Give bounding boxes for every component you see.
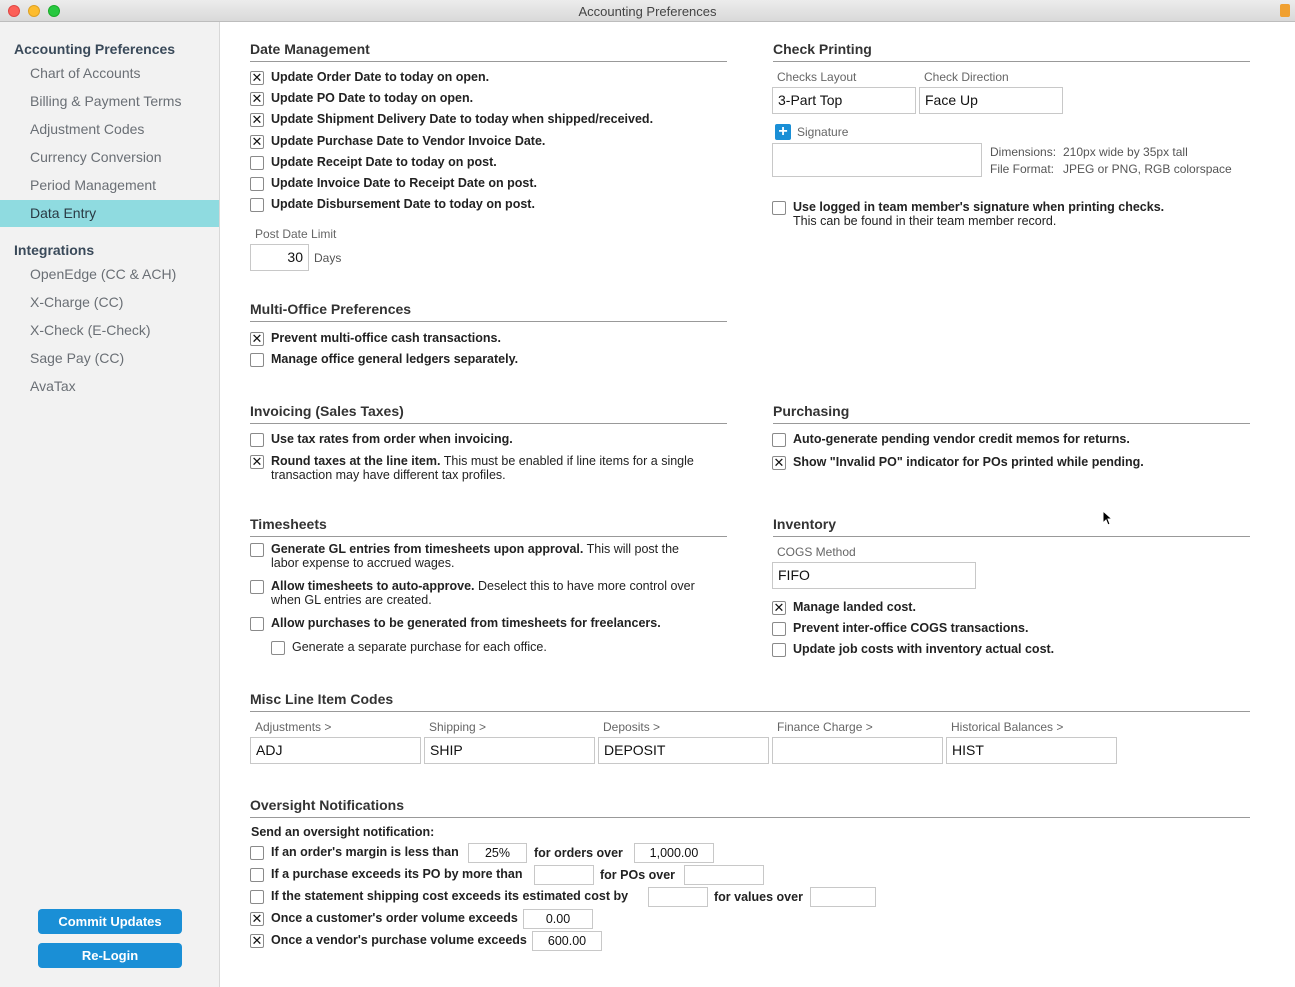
pos-over-input[interactable] [684, 865, 764, 885]
timesheets-label [271, 579, 710, 607]
signature-label: Signature [797, 125, 849, 139]
inventory-label: Prevent inter-office COGS transactions. [793, 621, 1029, 635]
use-signature-sub: This can be found in their team member record. [793, 214, 1057, 228]
dimensions-label: Dimensions: [990, 145, 1057, 159]
code-input-finance[interactable] [772, 737, 943, 764]
checkbox[interactable] [250, 177, 264, 191]
sidebar-item-chart-of-accounts[interactable]: Chart of Accounts [30, 65, 141, 81]
timesheets-row [271, 640, 547, 655]
customer-volume-input[interactable]: 0.00 [523, 909, 593, 929]
round-taxes-desc: This must be enabled if line items for a single transaction may have different tax profiles. [271, 454, 694, 482]
sidebar-item-data-entry[interactable]: Data Entry [0, 200, 219, 227]
shipping-exceed-input[interactable] [648, 887, 708, 907]
date-option-label: Update Invoice Date to Receipt Date on post. [271, 176, 538, 190]
code-label-adjustments: Adjustments > [255, 720, 332, 734]
timesheets-desc: This will post the labor expense to accrued wages. [271, 542, 680, 570]
date-option-row [250, 155, 497, 170]
mouse-cursor-icon [1102, 510, 1114, 526]
timesheets-label [271, 542, 710, 570]
cogs-method-label: COGS Method [777, 545, 856, 559]
invoicing-label: Use tax rates from order when invoicing. [271, 432, 513, 446]
checks-layout-label: Checks Layout [777, 70, 857, 84]
timesheets-label: Allow purchases to be generated from timesheets for freelancers. [271, 616, 661, 630]
invoicing-title: Invoicing (Sales Taxes) [250, 403, 727, 424]
inventory-row [772, 600, 916, 615]
multi-office-row [250, 331, 501, 346]
timesheets-row [250, 542, 710, 570]
values-over-input[interactable] [810, 887, 876, 907]
multi-office-title: Multi-Office Preferences [250, 301, 727, 322]
invoicing-row [250, 432, 513, 447]
date-option-label: Update Receipt Date to today on post. [271, 155, 497, 169]
commit-updates-button[interactable]: Commit Updates [38, 909, 182, 934]
date-option-row [250, 70, 489, 85]
checkbox[interactable] [250, 846, 264, 860]
vendor-volume-input[interactable]: 600.00 [532, 931, 602, 951]
oversight-row [250, 889, 628, 904]
title-bar [0, 0, 1295, 22]
oversight-label: for values over [714, 890, 803, 904]
checkbox[interactable] [250, 868, 264, 882]
code-label-historical: Historical Balances > [951, 720, 1064, 734]
checkbox[interactable] [250, 433, 264, 447]
oversight-label: for POs over [600, 868, 676, 882]
date-option-row [250, 134, 545, 149]
sidebar-item-openedge[interactable]: OpenEdge (CC & ACH) [30, 266, 177, 282]
misc-codes-title: Misc Line Item Codes [250, 691, 1250, 712]
timesheets-row [250, 579, 710, 607]
signature-image-box[interactable] [772, 143, 982, 177]
multi-office-label: Manage office general ledgers separately. [271, 352, 519, 366]
checks-layout-select[interactable]: 3-Part Top [772, 87, 916, 114]
checkbox[interactable] [250, 156, 264, 170]
checkbox[interactable] [250, 890, 264, 904]
inventory-title: Inventory [773, 516, 1250, 537]
use-signature-label: Use logged in team member's signature when printing checks. [793, 200, 1165, 214]
check-direction-label: Check Direction [924, 70, 1009, 84]
oversight-title: Oversight Notifications [250, 797, 1250, 818]
days-label: Days [314, 251, 342, 265]
code-label-shipping: Shipping > [429, 720, 487, 734]
sidebar-item-adjustment-codes[interactable]: Adjustment Codes [30, 121, 145, 137]
po-exceed-input[interactable] [534, 865, 594, 885]
checkbox[interactable] [772, 433, 786, 447]
inventory-row [772, 642, 1054, 657]
checkbox[interactable] [772, 201, 786, 215]
sidebar [0, 22, 220, 987]
code-input-shipping[interactable]: SHIP [424, 737, 595, 764]
oversight-label: If the statement shipping cost exceeds its estimated cost by [271, 889, 629, 903]
checkbox[interactable] [250, 353, 264, 367]
timesheets-bold: Allow timesheets to auto-approve. [271, 579, 475, 593]
timesheets-label: Generate a separate purchase for each office. [292, 640, 547, 654]
sidebar-item-xcharge[interactable]: X-Charge (CC) [30, 294, 124, 310]
checkbox[interactable] [772, 643, 786, 657]
checkbox[interactable]: ✕ [773, 455, 785, 470]
inventory-row [772, 621, 1028, 636]
date-option-row [250, 197, 535, 212]
checkbox[interactable]: ✕ [251, 933, 263, 948]
timesheets-desc: Deselect this to have more control over when GL entries are created. [271, 579, 695, 607]
round-taxes-bold: Round taxes at the line item. [271, 454, 441, 468]
oversight-label: for orders over [534, 846, 623, 860]
invoicing-row [250, 454, 720, 482]
oversight-label: Once a vendor's purchase volume exceeds [271, 933, 527, 947]
oversight-row [250, 867, 522, 882]
lock-icon [1280, 4, 1290, 17]
checkbox[interactable] [250, 198, 264, 212]
date-option-row [250, 112, 653, 127]
oversight-label: If a purchase exceeds its PO by more than [271, 867, 523, 881]
date-option-label: Update PO Date to today on open. [271, 91, 474, 105]
oversight-label: Once a customer's order volume exceeds [271, 911, 518, 925]
timesheets-title: Timesheets [250, 516, 727, 537]
sidebar-heading-integrations: Integrations [14, 242, 95, 258]
oversight-row [250, 845, 459, 860]
checkbox[interactable]: ✕ [251, 70, 263, 85]
code-input-adjustments[interactable]: ADJ [250, 737, 421, 764]
date-option-row [250, 91, 473, 106]
checkbox[interactable]: ✕ [251, 454, 263, 469]
date-option-label: Update Purchase Date to Vendor Invoice Date. [271, 134, 546, 148]
check-printing-title: Check Printing [773, 41, 1250, 62]
checkbox[interactable] [250, 617, 264, 631]
checkbox[interactable]: ✕ [251, 331, 263, 346]
file-format-label: File Format: [990, 162, 1055, 176]
purchasing-row [772, 432, 1130, 447]
checkbox[interactable] [250, 543, 264, 557]
code-input-historical[interactable]: HIST [946, 737, 1117, 764]
sidebar-item-xcheck[interactable]: X-Check (E-Check) [30, 322, 151, 338]
oversight-row [250, 933, 527, 948]
checkbox[interactable]: ✕ [251, 112, 263, 127]
inventory-label: Manage landed cost. [793, 600, 916, 614]
file-format-value: JPEG or PNG, RGB colorspace [1063, 162, 1232, 176]
orders-over-input[interactable]: 1,000.00 [634, 843, 714, 863]
oversight-label: If an order's margin is less than [271, 845, 459, 859]
checkbox[interactable] [772, 622, 786, 636]
code-label-deposits: Deposits > [603, 720, 661, 734]
check-direction-select[interactable]: Face Up [919, 87, 1063, 114]
timesheets-row [250, 616, 661, 631]
dimensions-value: 210px wide by 35px tall [1063, 145, 1188, 159]
purchasing-row [772, 455, 1144, 470]
sidebar-item-avatax[interactable]: AvaTax [30, 378, 76, 394]
timesheets-bold: Generate GL entries from timesheets upon approval. [271, 542, 584, 556]
date-option-label: Update Disbursement Date to today on post. [271, 197, 535, 211]
post-date-limit-label: Post Date Limit [255, 227, 337, 241]
purchasing-title: Purchasing [773, 403, 1250, 424]
checkbox[interactable]: ✕ [773, 600, 785, 615]
oversight-row [250, 911, 518, 926]
date-management-title: Date Management [250, 41, 727, 62]
margin-input[interactable]: 25% [468, 843, 527, 863]
relogin-button[interactable]: Re-Login [38, 943, 182, 968]
purchasing-label: Auto-generate pending vendor credit memos for returns. [793, 432, 1130, 446]
sidebar-item-currency[interactable]: Currency Conversion [30, 149, 162, 165]
invoicing-label [271, 454, 720, 482]
multi-office-row [250, 352, 518, 367]
code-label-finance: Finance Charge > [777, 720, 873, 734]
sidebar-item-period[interactable]: Period Management [30, 177, 157, 193]
purchasing-label: Show "Invalid PO" indicator for POs printed while pending. [793, 455, 1144, 469]
multi-office-label: Prevent multi-office cash transactions. [271, 331, 501, 345]
date-option-label: Update Shipment Delivery Date to today when shipped/received. [271, 112, 654, 126]
date-option-row [250, 176, 537, 191]
window-title: Accounting Preferences [578, 4, 717, 19]
use-signature-row [772, 200, 1164, 228]
add-signature-icon[interactable]: + [775, 124, 791, 140]
checkbox[interactable] [271, 641, 285, 655]
post-date-limit-input[interactable]: 30 [250, 244, 309, 271]
oversight-intro: Send an oversight notification: [251, 825, 435, 839]
checkbox[interactable] [250, 580, 264, 594]
date-option-label: Update Order Date to today on open. [271, 70, 490, 84]
inventory-label: Update job costs with inventory actual cost. [793, 642, 1055, 656]
sidebar-item-sagepay[interactable]: Sage Pay (CC) [30, 350, 125, 366]
code-input-deposits[interactable]: DEPOSIT [598, 737, 769, 764]
sidebar-item-billing[interactable]: Billing & Payment Terms [30, 93, 182, 109]
checkbox[interactable]: ✕ [251, 91, 263, 106]
sidebar-heading-accounting: Accounting Preferences [14, 41, 176, 57]
cogs-method-select[interactable]: FIFO [772, 562, 976, 589]
checkbox[interactable]: ✕ [251, 134, 263, 149]
checkbox[interactable]: ✕ [251, 911, 263, 926]
